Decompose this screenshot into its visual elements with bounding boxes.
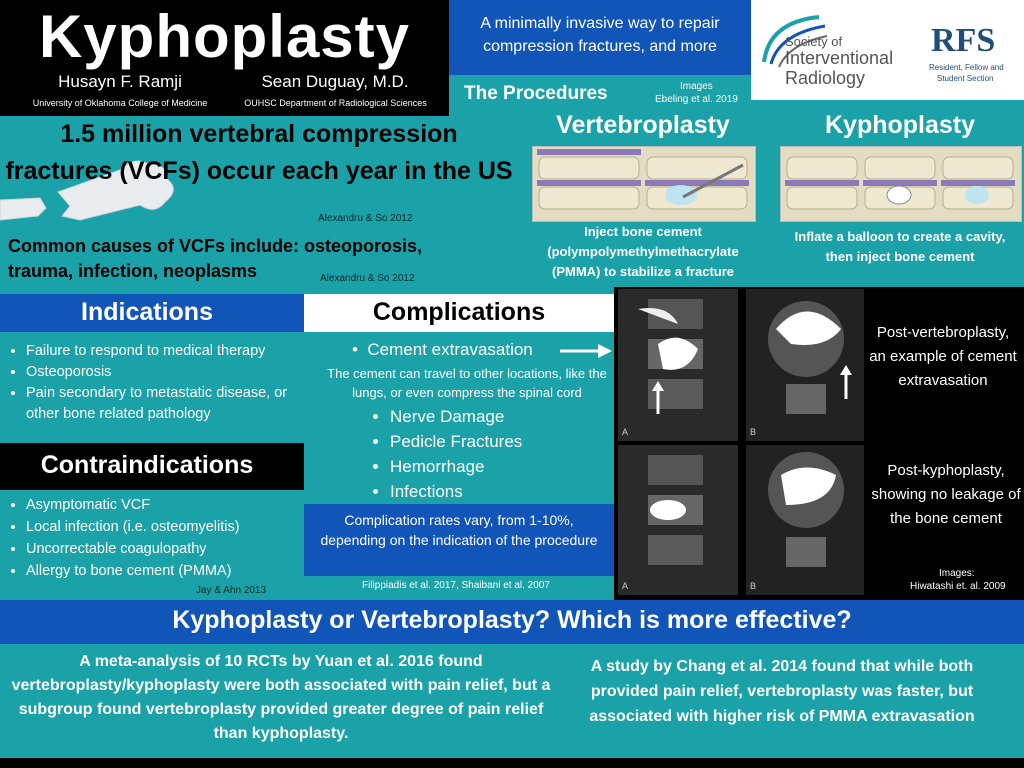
contraindications-cite: Jay & Ahn 2013 [196, 585, 267, 596]
xray-label-a: A [622, 427, 629, 437]
rfs-logo-sub2: Student Section [937, 74, 994, 83]
bottom-border [0, 758, 1024, 768]
xray-caption-bottom: Post-kyphoplasty, showing no leakage of the bone cement [871, 462, 1021, 527]
right-arrow-icon [560, 343, 612, 359]
complication-item: • Hemorrhage [390, 454, 588, 479]
xray-cite-line2: Hiwatashi et. al. 2009 [910, 581, 1006, 592]
complication-item: • Pedicle Fractures [390, 429, 588, 454]
vcf-stat-cite: Alexandru & So 2012 [318, 213, 413, 224]
contraindication-item: • Uncorrectable coagulopathy [26, 538, 304, 560]
contraindications-header-bar [0, 443, 304, 490]
indications-list [4, 341, 304, 425]
kyphoplasty-title: Kyphoplasty [824, 111, 976, 139]
indications-heading: Indications [81, 298, 213, 326]
xray-cite-line1: Images: [939, 568, 975, 579]
vertebroplasty-description: Inject bone cement (polympolymethylmethacrylate (PMMA) to stabilize a fracture [547, 224, 739, 279]
vcf-stat-text: 1.5 million vertebral compression fractures (VCFs) occur each year in the US [5, 120, 513, 185]
complication-rates-box [304, 504, 614, 576]
indication-item: • Osteoporosis [26, 362, 304, 383]
sir-logo-line1: Society of [785, 34, 843, 49]
complications-header-bar [304, 294, 614, 332]
vcf-causes-cite: Alexandru & So 2012 [320, 273, 415, 284]
rfs-logo-text: RFS [931, 22, 996, 59]
xray-panel [614, 287, 1024, 600]
xray-label-a-bottom: A [622, 581, 629, 591]
indication-item: • Pain secondary to metastatic disease, or other bone related pathology [26, 383, 304, 425]
xray-vertebroplasty-axial [746, 289, 864, 441]
vertebroplasty-image [532, 146, 756, 222]
complications-heading: Complications [372, 298, 546, 326]
procedures-cite-line2: Ebeling et al. 2019 [655, 94, 738, 105]
author2-affiliation: OUHSC Department of Radiological Sciences [244, 98, 427, 108]
procedures-heading: The Procedures [464, 83, 608, 104]
indication-item: • Failure to respond to medical therapy [26, 341, 304, 362]
complication-item: • Infections [390, 479, 588, 504]
complication-first-item: Cement extravasation [367, 340, 533, 359]
contraindication-item: • Asymptomatic VCF [26, 494, 304, 516]
kyphoplasty-description: Inflate a balloon to create a cavity, then inject bone cement [794, 229, 1006, 264]
tagline: A minimally invasive way to repair compression fractures, and more [480, 15, 720, 55]
complication-bullet-1 [352, 340, 533, 360]
author1-affiliation: University of Oklahoma College of Medicine [32, 98, 208, 108]
comparison-header-bar [0, 600, 1024, 644]
bullet-dot: • [352, 340, 368, 359]
comparison-heading: Kyphoplasty or Vertebroplasty? Which is more effective? [172, 606, 852, 634]
author2-name: Sean Duguay, M.D. [261, 72, 409, 91]
comparison-right-text: A study by Chang et al. 2014 found that while both provided pain relief, vertebroplasty was faster, but associated with higher risk of PMMA extravasation [589, 658, 975, 725]
xray-kyphoplasty-axial [746, 445, 864, 595]
contraindication-item: • Local infection (i.e. osteomyelitis) [26, 516, 304, 538]
indications-header-bar [0, 294, 304, 332]
logo-box [751, 0, 1024, 100]
complication-first-note: The cement can travel to other locations, like the lungs, or even compress the spinal cord [327, 366, 607, 400]
complications-cite: Filippiadis et al. 2017, Shaibani et al. 2007 [362, 580, 550, 591]
contraindications-heading: Contraindications [40, 451, 254, 479]
xray-caption-top: Post-vertebroplasty, an example of cement extravasation [869, 324, 1017, 389]
complication-rates-text: Complication rates vary, from 1-10%, depending on the indication of the procedure [320, 512, 598, 548]
complication-item: • Nerve Damage [390, 404, 588, 429]
author1-name: Husayn F. Ramji [58, 72, 182, 91]
contraindication-item: • Allergy to bone cement (PMMA) [26, 560, 304, 582]
complications-list [368, 404, 588, 504]
xray-label-b: B [750, 427, 757, 437]
xray-label-b-bottom: B [750, 581, 757, 591]
title-block [0, 0, 449, 116]
xray-kyphoplasty-sagittal [618, 445, 738, 595]
xray-vertebroplasty-sagittal [618, 289, 738, 441]
kyphoplasty-image [780, 146, 1022, 222]
sir-logo-line3: Radiology [785, 68, 866, 88]
procedures-cite-line1: Images [680, 81, 713, 92]
vcf-causes-text: Common causes of VCFs include: osteoporosis, trauma, infection, neoplasms [8, 236, 423, 281]
rfs-logo-sub1: Resident, Fellow and [929, 63, 1004, 72]
sir-logo-line2: Interventional [785, 48, 894, 68]
tagline-box [449, 0, 751, 75]
comparison-left-text: A meta-analysis of 10 RCTs by Yuan et al. 2016 found vertebroplasty/kyphoplasty were both associated with pain relief, but a subgroup found vertebroplasty provided greater degree of pain relief than kyphoplasty. [11, 653, 551, 742]
poster-title: Kyphoplasty [38, 3, 411, 70]
vertebroplasty-title: Vertebroplasty [556, 111, 730, 139]
contraindications-list [4, 494, 304, 582]
